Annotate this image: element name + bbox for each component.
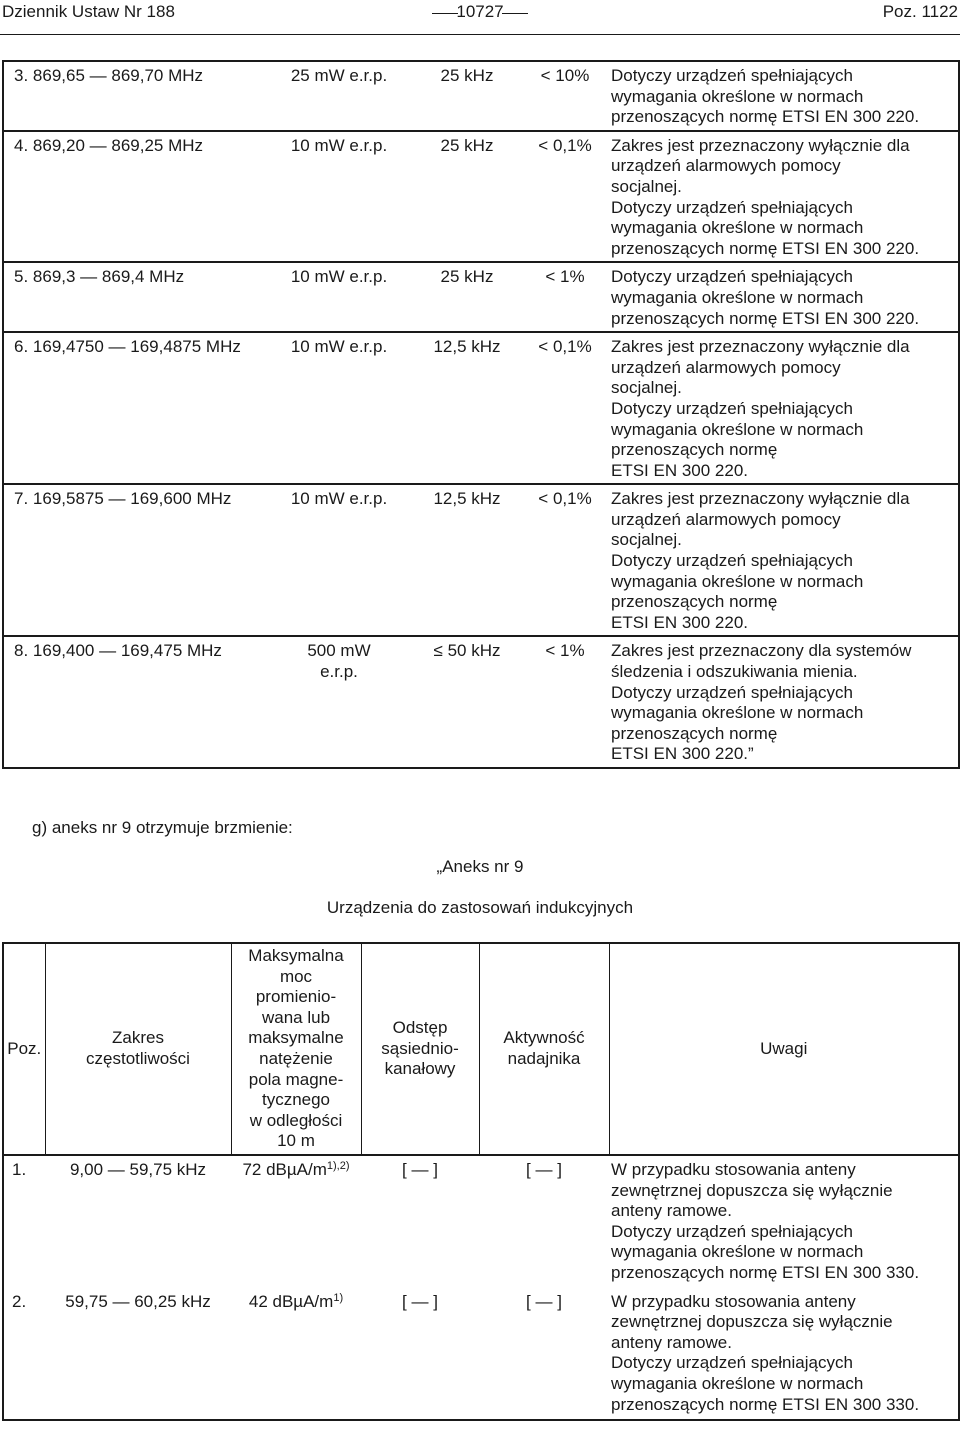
cell-frequency-range: 9,00 — 59,75 kHz: [69, 1160, 207, 1179]
cell-channel-spacing: 25 kHz: [440, 66, 494, 85]
page-header: [0, 0, 960, 34]
cell-line: zewnętrznej dopuszcza się wyłącznie: [611, 1312, 893, 1332]
cell-line: pola magne-: [248, 1069, 344, 1089]
cell-channel-spacing: [ — ]: [402, 1160, 438, 1179]
cell-notes: [609, 61, 959, 131]
cell-line: anteny ramowe.: [611, 1201, 732, 1221]
cell-line: maksymalne: [248, 1028, 344, 1048]
frequency-range: 169,400 — 169,475 MHz: [32, 641, 222, 661]
cell-max-field: [231, 1155, 361, 1288]
cell-line: wymagania określone w normach: [611, 287, 864, 307]
cell-line: kanałowy: [384, 1059, 456, 1079]
cell-line: przenoszących normę: [611, 592, 778, 612]
position-number: Poz. 1122: [882, 2, 958, 21]
cell-line: przenoszących normę: [611, 723, 778, 743]
cell-position-frequency: [3, 636, 265, 768]
header-channel-spacing: [361, 943, 479, 1155]
cell-line: Dotyczy urządzeń spełniających: [611, 551, 853, 571]
cell-power: [265, 636, 413, 768]
cell-line: 10 mW e.r.p.: [290, 489, 388, 509]
field-value: 42 dBµA/m: [248, 1291, 334, 1311]
cell-channel-spacing: 12,5 kHz: [413, 484, 521, 636]
cell-channel-spacing: 12,5 kHz: [413, 332, 521, 484]
table-row: [3, 61, 959, 131]
cell-line: socjalnej.: [611, 530, 682, 550]
cell-line: Zakres jest przeznaczony wyłącznie dla: [611, 135, 910, 155]
cell-line: przenoszących normę: [611, 440, 778, 460]
cell-power: [265, 332, 413, 484]
cell-line: Zakres jest przeznaczony wyłącznie dla: [611, 489, 910, 509]
cell-line: ETSI EN 300 220.: [611, 612, 749, 632]
cell-line: 25 mW e.r.p.: [290, 66, 388, 85]
cell-line: e.r.p.: [320, 662, 358, 682]
cell-channel-spacing: 25 kHz: [413, 131, 521, 263]
table-header-row: [3, 943, 959, 1155]
cell-line: socjalnej.: [611, 176, 682, 196]
cell-line: wymagania określone w normach: [611, 1373, 864, 1393]
cell-max-field: [231, 1288, 361, 1421]
cell-line: ETSI EN 300 220.: [611, 460, 749, 480]
cell-line: urządzeń alarmowych pomocy: [611, 509, 841, 529]
cell-line: W przypadku stosowania anteny: [611, 1291, 856, 1311]
row-number: 7.: [14, 489, 29, 509]
cell-notes: [609, 636, 959, 768]
cell-position-frequency: [3, 131, 265, 263]
field-value: 72 dBµA/m: [242, 1160, 327, 1179]
cell-line: sąsiednio-: [381, 1038, 459, 1058]
cell-channel-spacing: 25 kHz: [413, 262, 521, 332]
cell-line: Dotyczy urządzeń spełniających: [611, 682, 853, 702]
cell-activity: < 0,1%: [521, 131, 609, 263]
cell-line: Dotyczy urządzeń spełniających: [611, 66, 853, 85]
cell-notes: [609, 262, 959, 332]
cell-line: zewnętrznej dopuszcza się wyłącznie: [611, 1180, 893, 1200]
annex-title: „Aneks nr 9: [436, 857, 524, 876]
cell-channel-spacing: ≤ 50 kHz: [413, 636, 521, 768]
cell-line: wymagania określone w normach: [611, 86, 864, 106]
cell-notes: [609, 484, 959, 636]
cell-line: przenoszących normę ETSI EN 300 330.: [611, 1262, 920, 1282]
frequency-range: 869,20 — 869,25 MHz: [32, 135, 204, 155]
footnote-ref: 1),2): [326, 1160, 350, 1172]
table-row: [3, 636, 959, 768]
cell-line: Maksymalna: [248, 946, 344, 966]
header-max-power: [231, 943, 361, 1155]
cell-line: Dotyczy urządzeń spełniających: [611, 267, 853, 287]
cell-line: wymagania określone w normach: [611, 218, 864, 238]
annex-subtitle: Urządzenia do zastosowań indukcyjnych: [326, 898, 634, 917]
cell-line: wymagania określone w normach: [611, 1242, 864, 1262]
cell-activity: [ — ]: [526, 1291, 562, 1311]
cell-notes: [609, 131, 959, 263]
cell-line: urządzeń alarmowych pomocy: [611, 156, 841, 176]
cell-line: 10 mW e.r.p.: [290, 337, 388, 357]
cell-line: Odstęp: [392, 1018, 448, 1038]
cell-line: Zakres: [112, 1028, 164, 1048]
cell-power: [265, 61, 413, 131]
cell-line: socjalnej.: [611, 378, 682, 398]
header-notes: Uwagi: [609, 943, 959, 1155]
cell-activity: < 1%: [521, 636, 609, 768]
cell-line: Dotyczy urządzeń spełniających: [611, 197, 853, 217]
cell-activity: < 10%: [540, 66, 590, 85]
cell-line: przenoszących normę ETSI EN 300 220.: [611, 107, 920, 127]
cell-position-frequency: [3, 262, 265, 332]
cell-position-frequency: [3, 332, 265, 484]
cell-line: W przypadku stosowania anteny: [611, 1160, 856, 1179]
cell-line: przenoszących normę ETSI EN 300 220.: [611, 308, 920, 328]
cell-line: 500 mW: [307, 641, 371, 661]
cell-activity: < 1%: [521, 262, 609, 332]
cell-line: natężenie: [259, 1049, 333, 1068]
cell-line: częstotliwości: [86, 1049, 190, 1068]
cell-frequency-range: 59,75 — 60,25 kHz: [65, 1291, 211, 1311]
table-row: [3, 1288, 959, 1421]
table-row: [3, 332, 959, 484]
table-row: [3, 131, 959, 263]
cell-notes: [609, 332, 959, 484]
cell-line: przenoszących normę ETSI EN 300 220.: [611, 238, 920, 258]
cell-line: 10 mW e.r.p.: [290, 267, 388, 287]
cell-position-frequency: [3, 61, 265, 131]
inductive-devices-table: [2, 942, 960, 1421]
cell-position: 1.: [12, 1160, 27, 1179]
cell-line: śledzenia i odszukiwania mienia.: [611, 662, 858, 682]
header-position: Poz.: [3, 943, 45, 1155]
row-number: 4.: [14, 135, 29, 155]
cell-line: wymagania określone w normach: [611, 703, 864, 723]
page-number: 10727: [432, 2, 528, 23]
cell-line: promienio-: [255, 987, 337, 1007]
cell-channel-spacing: [ — ]: [402, 1291, 438, 1311]
header-rule: [0, 34, 960, 35]
cell-line: urządzeń alarmowych pomocy: [611, 357, 841, 377]
frequency-range: 869,65 — 869,70 MHz: [32, 66, 204, 85]
cell-line: Dotyczy urządzeń spełniających: [611, 1221, 853, 1241]
cell-line: Dotyczy urządzeń spełniających: [611, 1353, 853, 1373]
cell-line: tycznego: [261, 1090, 331, 1110]
cell-line: Zakres jest przeznaczony wyłącznie dla: [611, 337, 910, 357]
table-row: [3, 262, 959, 332]
frequency-range: 169,5875 — 169,600 MHz: [32, 489, 232, 509]
cell-position-frequency: [3, 484, 265, 636]
frequency-range: 869,3 — 869,4 MHz: [32, 267, 185, 287]
table-row: [3, 1155, 959, 1288]
row-number: 6.: [14, 337, 29, 357]
cell-activity: [ — ]: [526, 1160, 562, 1179]
footnote-ref: 1): [333, 1291, 344, 1304]
table-row: [3, 484, 959, 636]
row-number: 8.: [14, 641, 29, 661]
cell-line: anteny ramowe.: [611, 1332, 732, 1352]
annex-intro: g) aneks nr 9 otrzymuje brzmienie:: [32, 818, 293, 837]
cell-line: moc: [279, 966, 313, 986]
frequency-table-continued: [2, 60, 960, 769]
cell-line: wymagania określone w normach: [611, 571, 864, 591]
cell-position: 2.: [12, 1291, 27, 1311]
cell-power: [265, 484, 413, 636]
cell-power: [265, 262, 413, 332]
cell-line: ETSI EN 300 220.”: [611, 744, 754, 764]
cell-activity: < 0,1%: [521, 332, 609, 484]
cell-line: w odległości: [249, 1110, 343, 1130]
cell-line: Dotyczy urządzeń spełniających: [611, 398, 853, 418]
row-number: 3.: [14, 66, 29, 85]
frequency-range: 169,4750 — 169,4875 MHz: [32, 337, 241, 357]
cell-notes: [609, 1288, 959, 1421]
cell-line: wana lub: [261, 1007, 331, 1027]
cell-line: 10 mW e.r.p.: [290, 135, 388, 155]
row-number: 5.: [14, 267, 29, 287]
cell-power: [265, 131, 413, 263]
cell-notes: [609, 1155, 959, 1288]
cell-activity: < 0,1%: [521, 484, 609, 636]
header-transmitter-activity: [479, 943, 609, 1155]
cell-line: Aktywność: [503, 1028, 585, 1048]
cell-line: Zakres jest przeznaczony dla systemów: [611, 641, 912, 661]
journal-title: Dziennik Ustaw Nr 188: [2, 2, 175, 21]
header-frequency-range: [45, 943, 231, 1155]
cell-line: wymagania określone w normach: [611, 419, 864, 439]
cell-line: przenoszących normę ETSI EN 300 330.: [611, 1394, 920, 1414]
cell-line: nadajnika: [507, 1049, 581, 1068]
cell-line: 10 m: [277, 1131, 315, 1151]
